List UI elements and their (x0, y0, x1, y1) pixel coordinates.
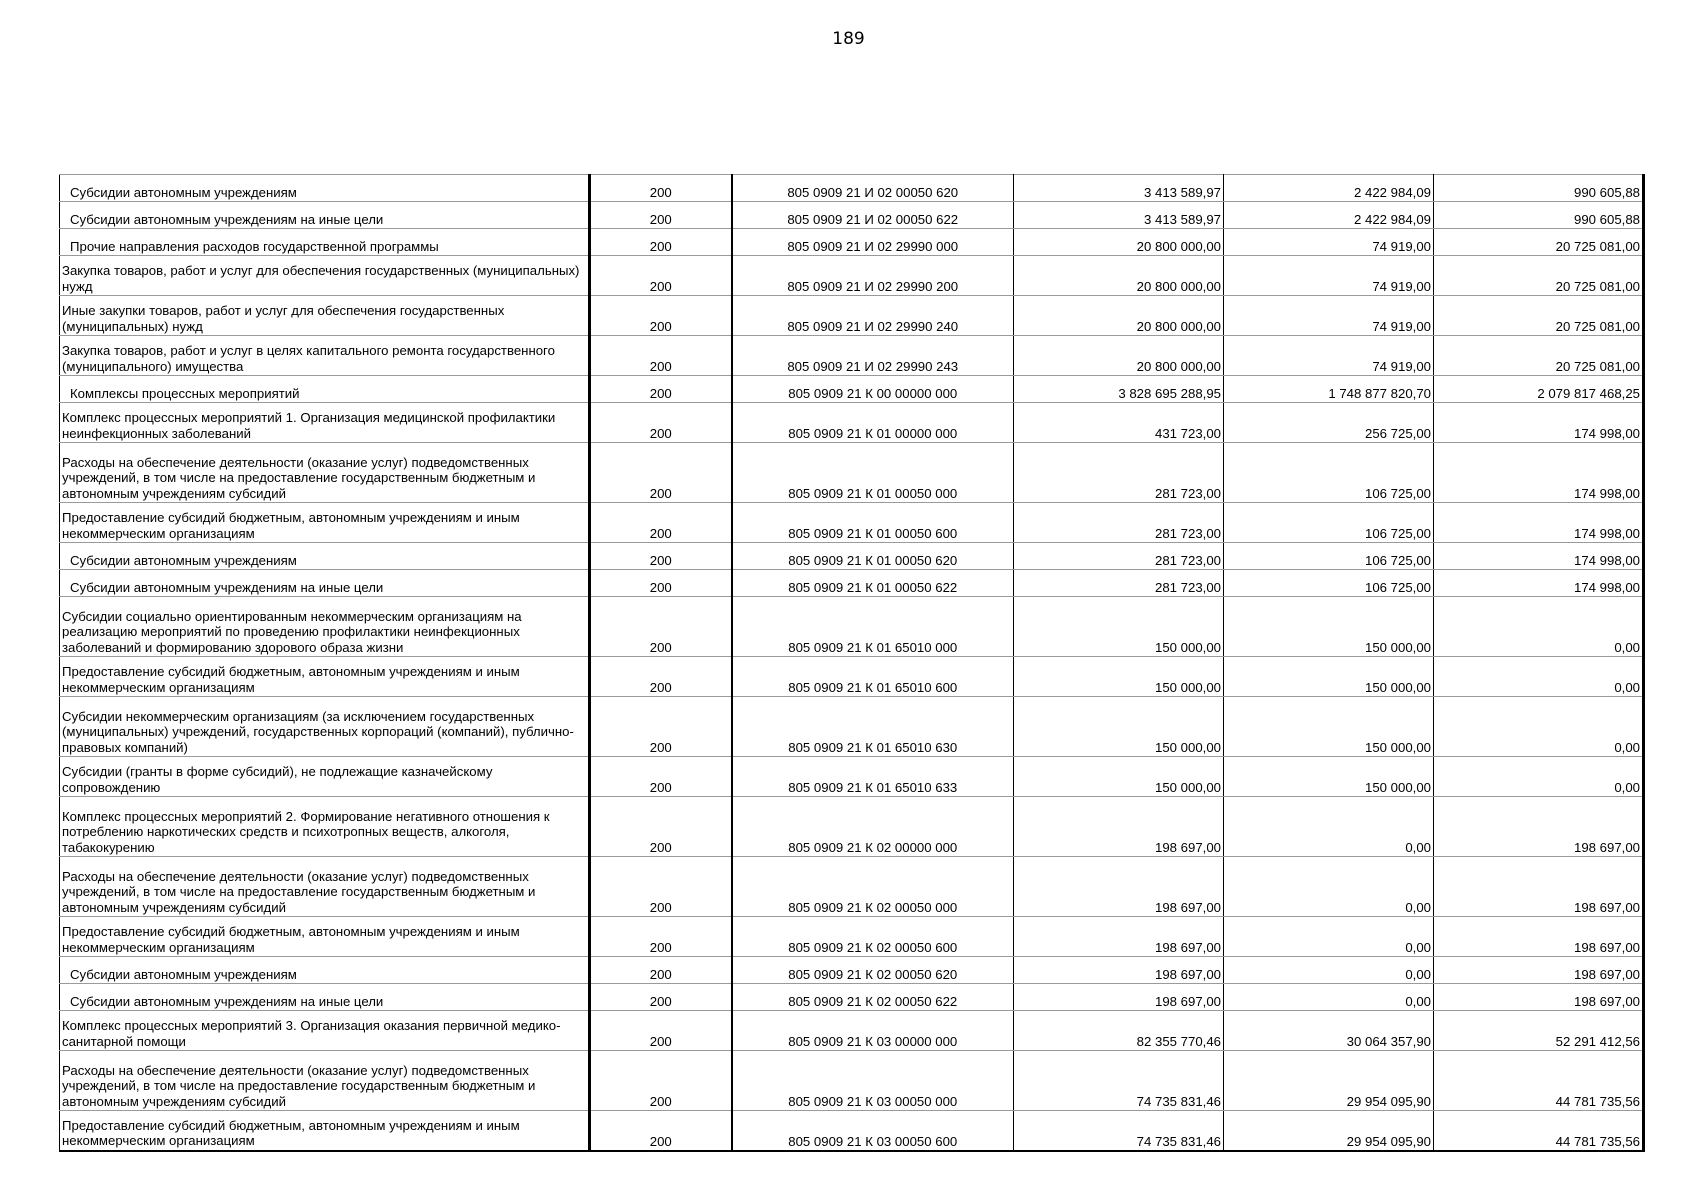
table-row (60, 296, 1644, 336)
amount-approved-cell: 3 828 695 288,95 (1014, 376, 1224, 403)
amount-executed-cell: 106 725,00 (1224, 443, 1434, 503)
amount-executed-cell: 150 000,00 (1224, 597, 1434, 657)
code-cell: 200 (590, 503, 732, 543)
amount-executed-cell: 29 954 095,90 (1224, 1111, 1434, 1151)
table-row (60, 175, 1644, 202)
amount-approved-cell: 281 723,00 (1014, 543, 1224, 570)
budget-table-body (60, 175, 1644, 1151)
name-cell: Комплекс процессных мероприятий 2. Формирование негативного отношения к потреблению наркотических средств и психотропных веществ, алкоголя, табакокурению (60, 797, 590, 857)
classification-code-cell: 805 0909 21 К 01 65010 630 (732, 697, 1014, 757)
code-cell: 200 (590, 570, 732, 597)
amount-approved-cell: 281 723,00 (1014, 503, 1224, 543)
name-cell: Субсидии автономным учреждениям на иные цели (60, 570, 590, 597)
amount-approved-cell: 431 723,00 (1014, 403, 1224, 443)
classification-code-cell: 805 0909 21 И 02 00050 622 (732, 202, 1014, 229)
amount-remaining-cell: 0,00 (1434, 597, 1644, 657)
amount-remaining-cell: 990 605,88 (1434, 175, 1644, 202)
amount-approved-cell: 198 697,00 (1014, 957, 1224, 984)
name-cell: Предоставление субсидий бюджетным, автономным учреждениям и иным некоммерческим организациям (60, 1111, 590, 1151)
amount-remaining-cell: 198 697,00 (1434, 917, 1644, 957)
name-cell: Расходы на обеспечение деятельности (оказание услуг) подведомственных учреждений, в том числе на предоставление государственным бюджетным и автономным учреждениям субсидий (60, 443, 590, 503)
code-cell: 200 (590, 1051, 732, 1111)
amount-remaining-cell: 174 998,00 (1434, 403, 1644, 443)
amount-executed-cell: 2 422 984,09 (1224, 175, 1434, 202)
amount-remaining-cell: 990 605,88 (1434, 202, 1644, 229)
amount-approved-cell: 20 800 000,00 (1014, 296, 1224, 336)
table-row (60, 657, 1644, 697)
budget-table (59, 174, 1645, 1152)
code-cell: 200 (590, 376, 732, 403)
amount-executed-cell: 74 919,00 (1224, 336, 1434, 376)
amount-approved-cell: 198 697,00 (1014, 917, 1224, 957)
name-cell: Субсидии (гранты в форме субсидий), не подлежащие казначейскому сопровождению (60, 757, 590, 797)
amount-approved-cell: 20 800 000,00 (1014, 256, 1224, 296)
amount-executed-cell: 256 725,00 (1224, 403, 1434, 443)
name-cell: Субсидии социально ориентированным некоммерческим организациям на реализацию мероприятий по проведению профилактики неинфекционных заболеваний и формированию здорового образа жизни (60, 597, 590, 657)
name-cell: Субсидии автономным учреждениям (60, 957, 590, 984)
amount-executed-cell: 74 919,00 (1224, 229, 1434, 256)
code-cell: 200 (590, 984, 732, 1011)
code-cell: 200 (590, 1011, 732, 1051)
code-cell: 200 (590, 443, 732, 503)
amount-remaining-cell: 52 291 412,56 (1434, 1011, 1644, 1051)
amount-executed-cell: 0,00 (1224, 917, 1434, 957)
classification-code-cell: 805 0909 21 К 01 00050 000 (732, 443, 1014, 503)
table-row (60, 376, 1644, 403)
table-row (60, 229, 1644, 256)
amount-approved-cell: 20 800 000,00 (1014, 229, 1224, 256)
amount-remaining-cell: 174 998,00 (1434, 543, 1644, 570)
amount-approved-cell: 20 800 000,00 (1014, 336, 1224, 376)
table-row (60, 957, 1644, 984)
code-cell: 200 (590, 175, 732, 202)
amount-approved-cell: 74 735 831,46 (1014, 1111, 1224, 1151)
classification-code-cell: 805 0909 21 К 01 65010 600 (732, 657, 1014, 697)
amount-remaining-cell: 20 725 081,00 (1434, 256, 1644, 296)
code-cell: 200 (590, 403, 732, 443)
amount-remaining-cell: 174 998,00 (1434, 570, 1644, 597)
amount-approved-cell: 150 000,00 (1014, 697, 1224, 757)
classification-code-cell: 805 0909 21 И 02 29990 243 (732, 336, 1014, 376)
amount-remaining-cell: 2 079 817 468,25 (1434, 376, 1644, 403)
amount-remaining-cell: 174 998,00 (1434, 503, 1644, 543)
table-row (60, 256, 1644, 296)
code-cell: 200 (590, 256, 732, 296)
table-row (60, 797, 1644, 857)
table-row (60, 443, 1644, 503)
amount-executed-cell: 106 725,00 (1224, 570, 1434, 597)
name-cell: Закупка товаров, работ и услуг для обеспечения государственных (муниципальных) нужд (60, 256, 590, 296)
amount-remaining-cell: 198 697,00 (1434, 797, 1644, 857)
code-cell: 200 (590, 797, 732, 857)
table-row (60, 336, 1644, 376)
amount-approved-cell: 198 697,00 (1014, 797, 1224, 857)
table-row (60, 570, 1644, 597)
amount-approved-cell: 3 413 589,97 (1014, 175, 1224, 202)
amount-remaining-cell: 198 697,00 (1434, 857, 1644, 917)
classification-code-cell: 805 0909 21 К 01 65010 000 (732, 597, 1014, 657)
table-row (60, 1011, 1644, 1051)
table-row (60, 917, 1644, 957)
amount-executed-cell: 106 725,00 (1224, 503, 1434, 543)
amount-approved-cell: 281 723,00 (1014, 443, 1224, 503)
page-number: 189 (832, 29, 865, 49)
amount-executed-cell: 106 725,00 (1224, 543, 1434, 570)
table-row (60, 984, 1644, 1011)
amount-remaining-cell: 0,00 (1434, 757, 1644, 797)
amount-executed-cell: 29 954 095,90 (1224, 1051, 1434, 1111)
amount-executed-cell: 1 748 877 820,70 (1224, 376, 1434, 403)
amount-remaining-cell: 20 725 081,00 (1434, 336, 1644, 376)
classification-code-cell: 805 0909 21 К 02 00000 000 (732, 797, 1014, 857)
amount-executed-cell: 74 919,00 (1224, 256, 1434, 296)
name-cell: Субсидии некоммерческим организациям (за исключением государственных (муниципальных) учреждений, государственных корпораций (компаний), публично-правовых компаний) (60, 697, 590, 757)
name-cell: Предоставление субсидий бюджетным, автономным учреждениям и иным некоммерческим организациям (60, 503, 590, 543)
classification-code-cell: 805 0909 21 К 02 00050 600 (732, 917, 1014, 957)
amount-remaining-cell: 20 725 081,00 (1434, 296, 1644, 336)
table-row (60, 697, 1644, 757)
amount-executed-cell: 0,00 (1224, 797, 1434, 857)
amount-approved-cell: 82 355 770,46 (1014, 1011, 1224, 1051)
code-cell: 200 (590, 202, 732, 229)
classification-code-cell: 805 0909 21 К 02 00050 000 (732, 857, 1014, 917)
amount-approved-cell: 150 000,00 (1014, 757, 1224, 797)
table-row (60, 1051, 1644, 1111)
amount-remaining-cell: 198 697,00 (1434, 957, 1644, 984)
amount-remaining-cell: 0,00 (1434, 657, 1644, 697)
amount-approved-cell: 74 735 831,46 (1014, 1051, 1224, 1111)
name-cell: Расходы на обеспечение деятельности (оказание услуг) подведомственных учреждений, в том числе на предоставление государственным бюджетным и автономным учреждениям субсидий (60, 1051, 590, 1111)
name-cell: Прочие направления расходов государственной программы (60, 229, 590, 256)
amount-approved-cell: 3 413 589,97 (1014, 202, 1224, 229)
classification-code-cell: 805 0909 21 К 02 00050 620 (732, 957, 1014, 984)
classification-code-cell: 805 0909 21 К 03 00050 600 (732, 1111, 1014, 1151)
name-cell: Субсидии автономным учреждениям на иные цели (60, 202, 590, 229)
amount-remaining-cell: 44 781 735,56 (1434, 1111, 1644, 1151)
code-cell: 200 (590, 757, 732, 797)
name-cell: Комплексы процессных мероприятий (60, 376, 590, 403)
code-cell: 200 (590, 917, 732, 957)
amount-remaining-cell: 174 998,00 (1434, 443, 1644, 503)
amount-executed-cell: 150 000,00 (1224, 757, 1434, 797)
classification-code-cell: 805 0909 21 К 01 00050 620 (732, 543, 1014, 570)
name-cell: Субсидии автономным учреждениям на иные цели (60, 984, 590, 1011)
amount-executed-cell: 150 000,00 (1224, 657, 1434, 697)
amount-approved-cell: 150 000,00 (1014, 657, 1224, 697)
amount-approved-cell: 281 723,00 (1014, 570, 1224, 597)
amount-executed-cell: 2 422 984,09 (1224, 202, 1434, 229)
table-row (60, 857, 1644, 917)
name-cell: Закупка товаров, работ и услуг в целях капитального ремонта государственного (муниципального) имущества (60, 336, 590, 376)
name-cell: Расходы на обеспечение деятельности (оказание услуг) подведомственных учреждений, в том числе на предоставление государственным бюджетным и автономным учреждениям субсидий (60, 857, 590, 917)
code-cell: 200 (590, 597, 732, 657)
amount-executed-cell: 0,00 (1224, 984, 1434, 1011)
classification-code-cell: 805 0909 21 К 03 00000 000 (732, 1011, 1014, 1051)
table-row (60, 403, 1644, 443)
classification-code-cell: 805 0909 21 И 02 29990 000 (732, 229, 1014, 256)
classification-code-cell: 805 0909 21 И 02 29990 200 (732, 256, 1014, 296)
classification-code-cell: 805 0909 21 И 02 29990 240 (732, 296, 1014, 336)
code-cell: 200 (590, 229, 732, 256)
name-cell: Субсидии автономным учреждениям (60, 175, 590, 202)
name-cell: Иные закупки товаров, работ и услуг для обеспечения государственных (муниципальных) нужд (60, 296, 590, 336)
amount-executed-cell: 150 000,00 (1224, 697, 1434, 757)
table-row (60, 503, 1644, 543)
name-cell: Субсидии автономным учреждениям (60, 543, 590, 570)
table-row (60, 757, 1644, 797)
table-row (60, 202, 1644, 229)
classification-code-cell: 805 0909 21 К 01 00050 622 (732, 570, 1014, 597)
name-cell: Предоставление субсидий бюджетным, автономным учреждениям и иным некоммерческим организациям (60, 917, 590, 957)
table-row (60, 543, 1644, 570)
table-row (60, 1111, 1644, 1151)
classification-code-cell: 805 0909 21 И 02 00050 620 (732, 175, 1014, 202)
amount-executed-cell: 0,00 (1224, 957, 1434, 984)
classification-code-cell: 805 0909 21 К 01 00050 600 (732, 503, 1014, 543)
amount-executed-cell: 30 064 357,90 (1224, 1011, 1434, 1051)
code-cell: 200 (590, 657, 732, 697)
code-cell: 200 (590, 543, 732, 570)
amount-remaining-cell: 44 781 735,56 (1434, 1051, 1644, 1111)
classification-code-cell: 805 0909 21 К 00 00000 000 (732, 376, 1014, 403)
code-cell: 200 (590, 957, 732, 984)
amount-remaining-cell: 0,00 (1434, 697, 1644, 757)
code-cell: 200 (590, 336, 732, 376)
classification-code-cell: 805 0909 21 К 02 00050 622 (732, 984, 1014, 1011)
code-cell: 200 (590, 857, 732, 917)
amount-executed-cell: 0,00 (1224, 857, 1434, 917)
amount-approved-cell: 198 697,00 (1014, 984, 1224, 1011)
amount-remaining-cell: 20 725 081,00 (1434, 229, 1644, 256)
code-cell: 200 (590, 697, 732, 757)
name-cell: Комплекс процессных мероприятий 3. Организация оказания первичной медико-санитарной помощи (60, 1011, 590, 1051)
table-row (60, 597, 1644, 657)
code-cell: 200 (590, 1111, 732, 1151)
amount-remaining-cell: 198 697,00 (1434, 984, 1644, 1011)
amount-executed-cell: 74 919,00 (1224, 296, 1434, 336)
amount-approved-cell: 150 000,00 (1014, 597, 1224, 657)
name-cell: Предоставление субсидий бюджетным, автономным учреждениям и иным некоммерческим организациям (60, 657, 590, 697)
name-cell: Комплекс процессных мероприятий 1. Организация медицинской профилактики неинфекционных заболеваний (60, 403, 590, 443)
classification-code-cell: 805 0909 21 К 03 00050 000 (732, 1051, 1014, 1111)
classification-code-cell: 805 0909 21 К 01 00000 000 (732, 403, 1014, 443)
code-cell: 200 (590, 296, 732, 336)
classification-code-cell: 805 0909 21 К 01 65010 633 (732, 757, 1014, 797)
amount-approved-cell: 198 697,00 (1014, 857, 1224, 917)
